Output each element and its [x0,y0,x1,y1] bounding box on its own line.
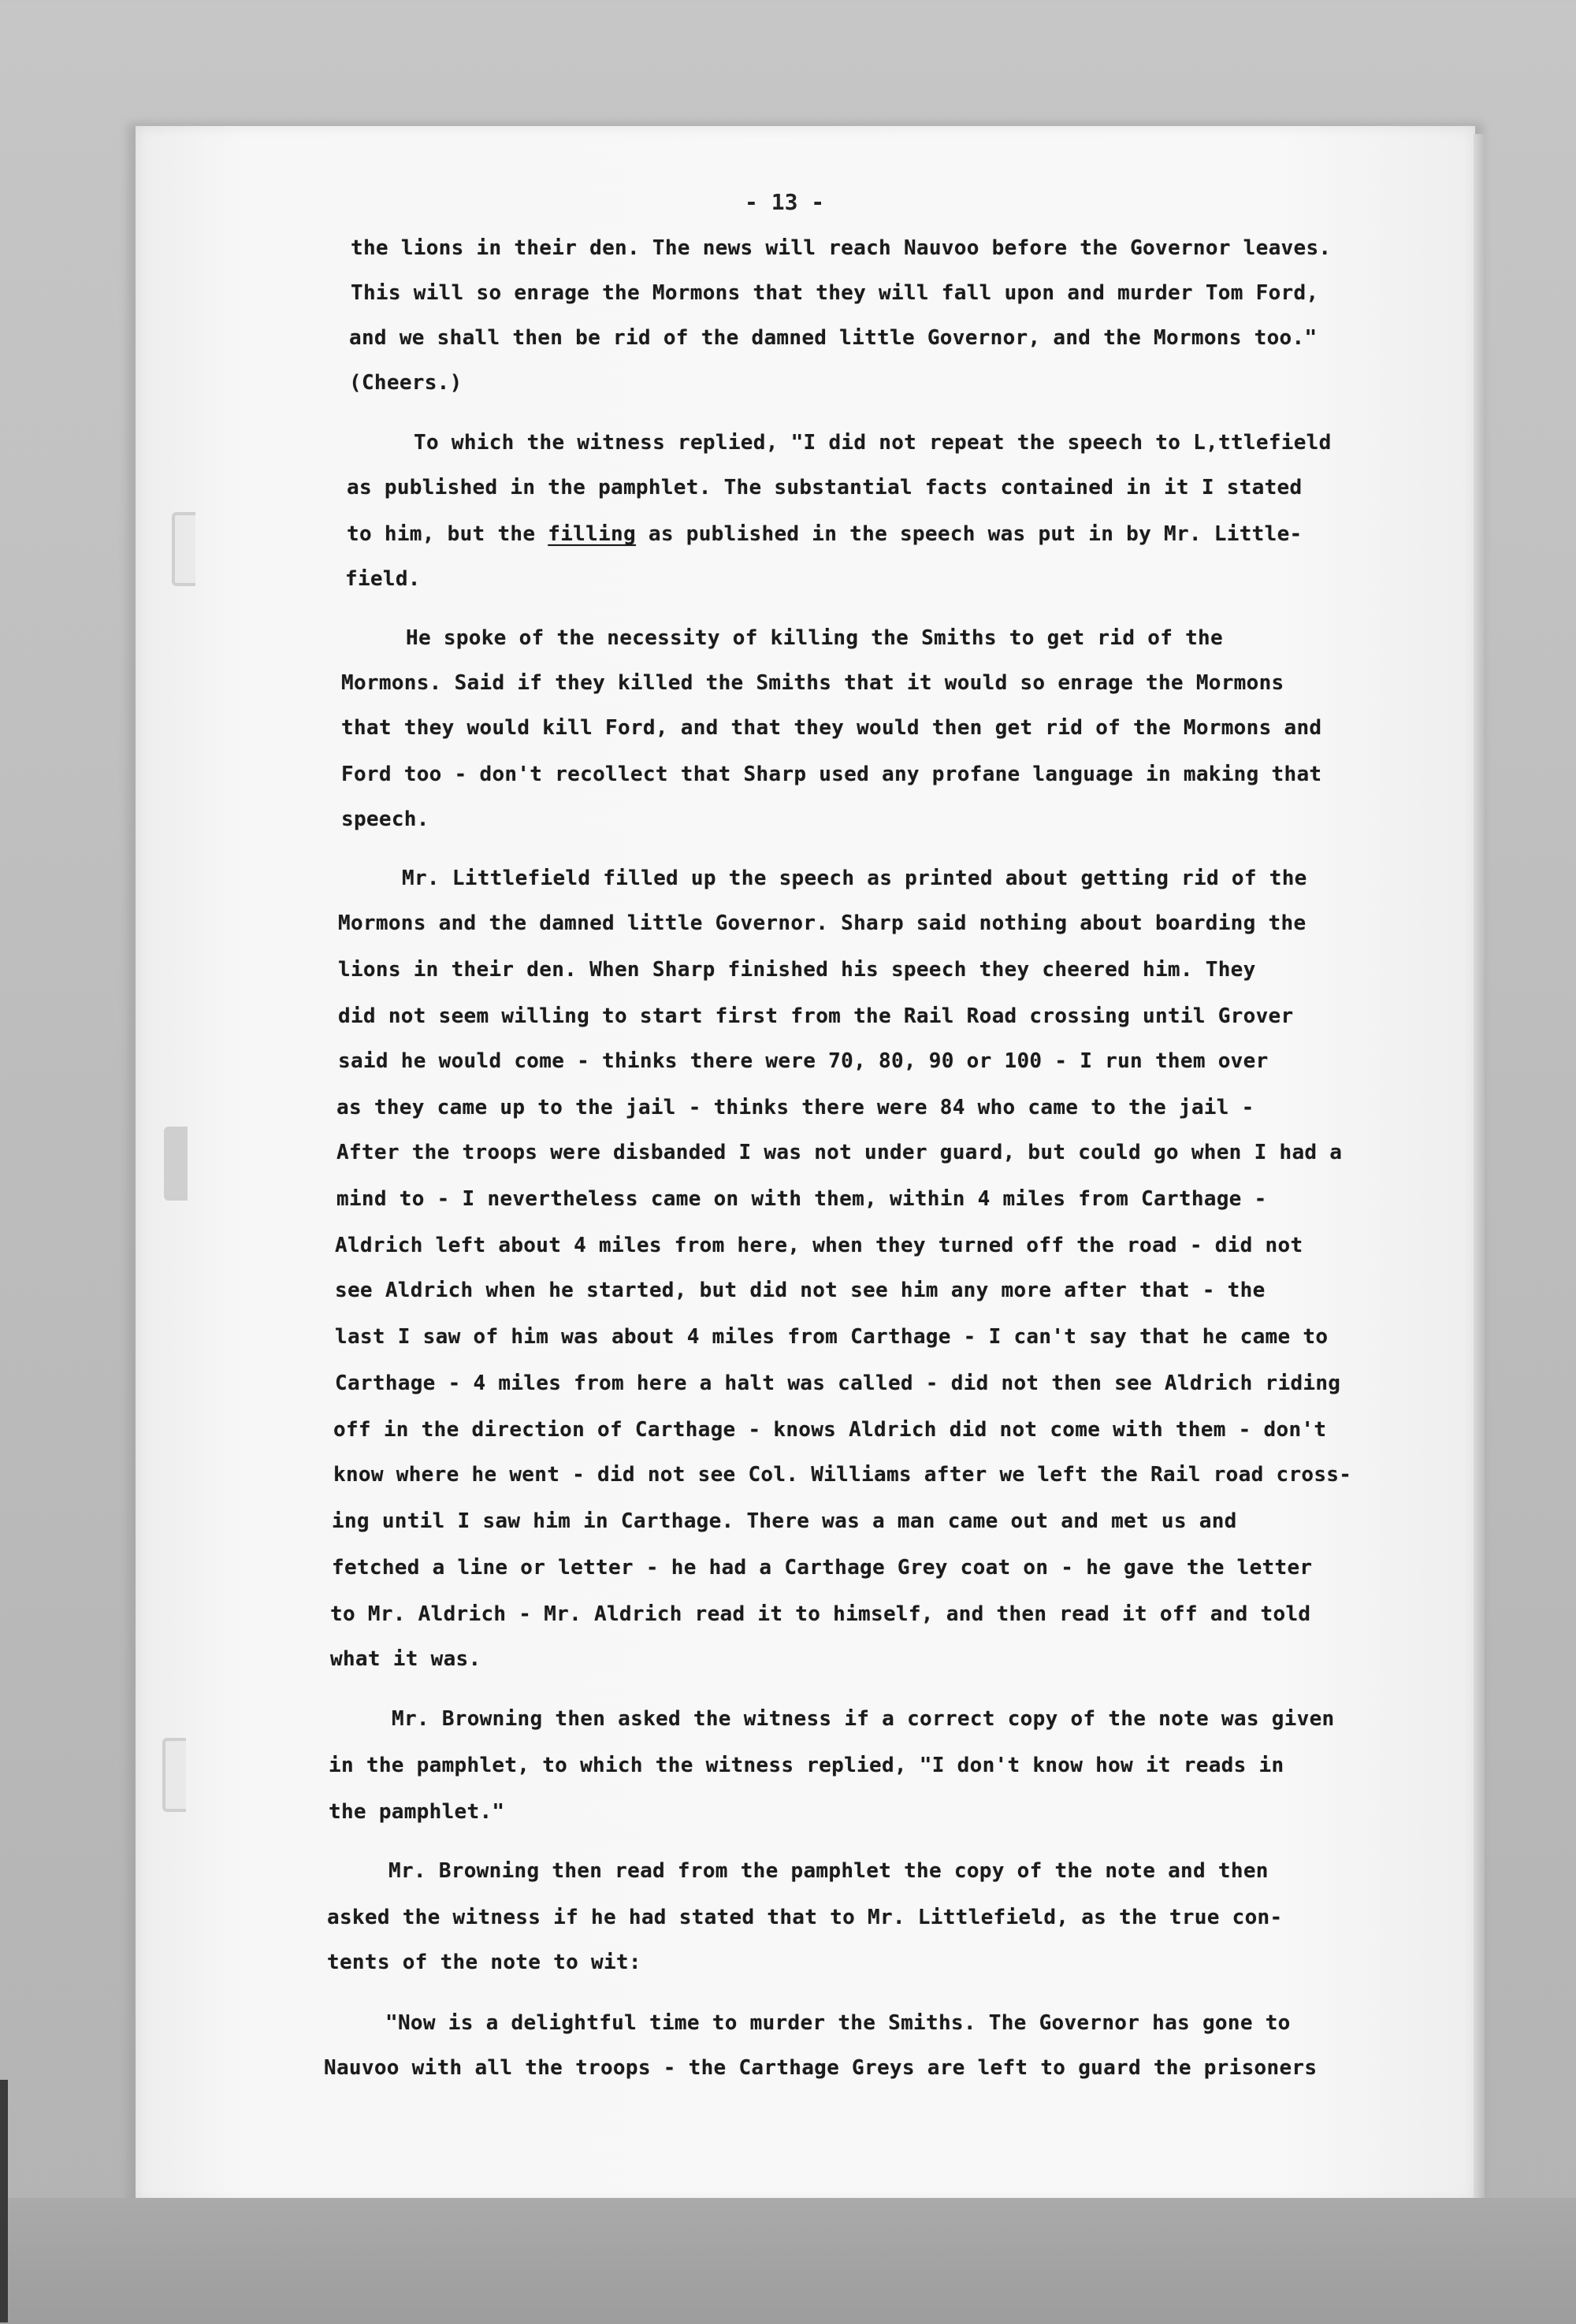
text-line: Mormons and the damned little Governor. Sharp said nothing about boarding the [338,911,1307,935]
text-line: Mr. Littlefield filled up the speech as printed about getting rid of the [402,867,1307,890]
text-line: "Now is a delightful time to murder the Smiths. The Governor has gone to [385,2011,1291,2035]
text-line: in the pamphlet, to which the witness replied, "I don't know how it reads in [329,1754,1284,1777]
text-line: tents of the note to wit: [327,1951,641,1974]
text-line: said he would come - thinks there were 70, 80, 90 or 100 - I run them over [338,1049,1269,1073]
text-line: to Mr. Aldrich - Mr. Aldrich read it to himself, and then read it off and told [330,1602,1311,1626]
text-line: last I saw of him was about 4 miles from Carthage - I can't say that he came to [335,1325,1329,1349]
text-line: Carthage - 4 miles from here a halt was called - did not then see Aldrich riding [335,1372,1341,1395]
text-line: (Cheers.) [349,371,463,395]
text-line: Mr. Browning then read from the pamphlet the copy of the note and then [388,1859,1269,1883]
text-line: the pamphlet." [329,1800,505,1824]
text-line: Ford too - don't recollect that Sharp used any profane language in making that [341,763,1322,786]
text-line: off in the direction of Carthage - knows Aldrich did not come with them - don't [333,1418,1327,1442]
page-number: - 13 - [745,189,825,215]
text-line: This will so enrage the Mormons that they will fall upon and murder Tom Ford, [351,281,1319,305]
text-line: and we shall then be rid of the damned little Governor, and the Mormons too." [349,326,1318,350]
text-line: mind to - I nevertheless came on with them, within 4 miles from Carthage - [336,1187,1267,1211]
text-line: ing until I saw him in Carthage. There was a man came out and met us and [332,1509,1237,1533]
margin-bracket-mark [162,1738,186,1812]
text-line: After the troops were disbanded I was not under guard, but could go when I had a [336,1141,1343,1164]
text-line: the lions in their den. The news will reach Nauvoo before the Governor leaves. [351,236,1332,260]
text-line: did not seem willing to start first from the Rail Road crossing until Grover [338,1004,1294,1028]
text-line: field. [345,567,421,591]
text-line: as published in the pamphlet. The substantial facts contained in it I stated [347,476,1303,499]
text-line: Nauvoo with all the troops - the Carthage Greys are left to guard the prisoners [324,2056,1318,2080]
text-line: that they would kill Ford, and that they would then get rid of the Mormons and [341,716,1322,740]
text-line: as they came up to the jail - thinks there were 84 who came to the jail - [336,1096,1254,1119]
margin-bracket-mark [164,1127,188,1201]
text-line: fetched a line or letter - he had a Carthage Grey coat on - he gave the letter [332,1556,1313,1580]
text-line: Mormons. Said if they killed the Smiths that it would so enrage the Mormons [341,671,1284,695]
text-segment: to him, but the [347,522,548,546]
text-line: see Aldrich when he started, but did not see him any more after that - the [335,1279,1266,1302]
text-segment: as published in the speech was put in by Mr. Little- [635,522,1303,546]
text-line: speech. [341,807,429,831]
text-line: what it was. [330,1647,481,1671]
text-line: lions in their den. When Sharp finished his speech they cheered him. They [338,958,1256,982]
text-line: Aldrich left about 4 miles from here, when they turned off the road - did not [335,1234,1303,1257]
text-line: To which the witness replied, "I did not repeat the speech to L,ttlefield [414,431,1332,455]
text-line: Mr. Browning then asked the witness if a correct copy of the note was given [392,1707,1335,1731]
text-line: asked the witness if he had stated that to Mr. Littlefield, as the true con- [327,1906,1283,1929]
binding-edge [0,2080,8,2322]
text-line: He spoke of the necessity of killing the Smiths to get rid of the [406,626,1223,650]
margin-bracket-mark [172,512,195,586]
underlined-word: filling [548,522,636,546]
text-line: know where he went - did not see Col. Williams after we left the Rail road cross- [333,1463,1352,1487]
text-line [347,522,1302,546]
scan-background-bottom [0,2198,1576,2324]
page-edge [1474,134,1485,2198]
